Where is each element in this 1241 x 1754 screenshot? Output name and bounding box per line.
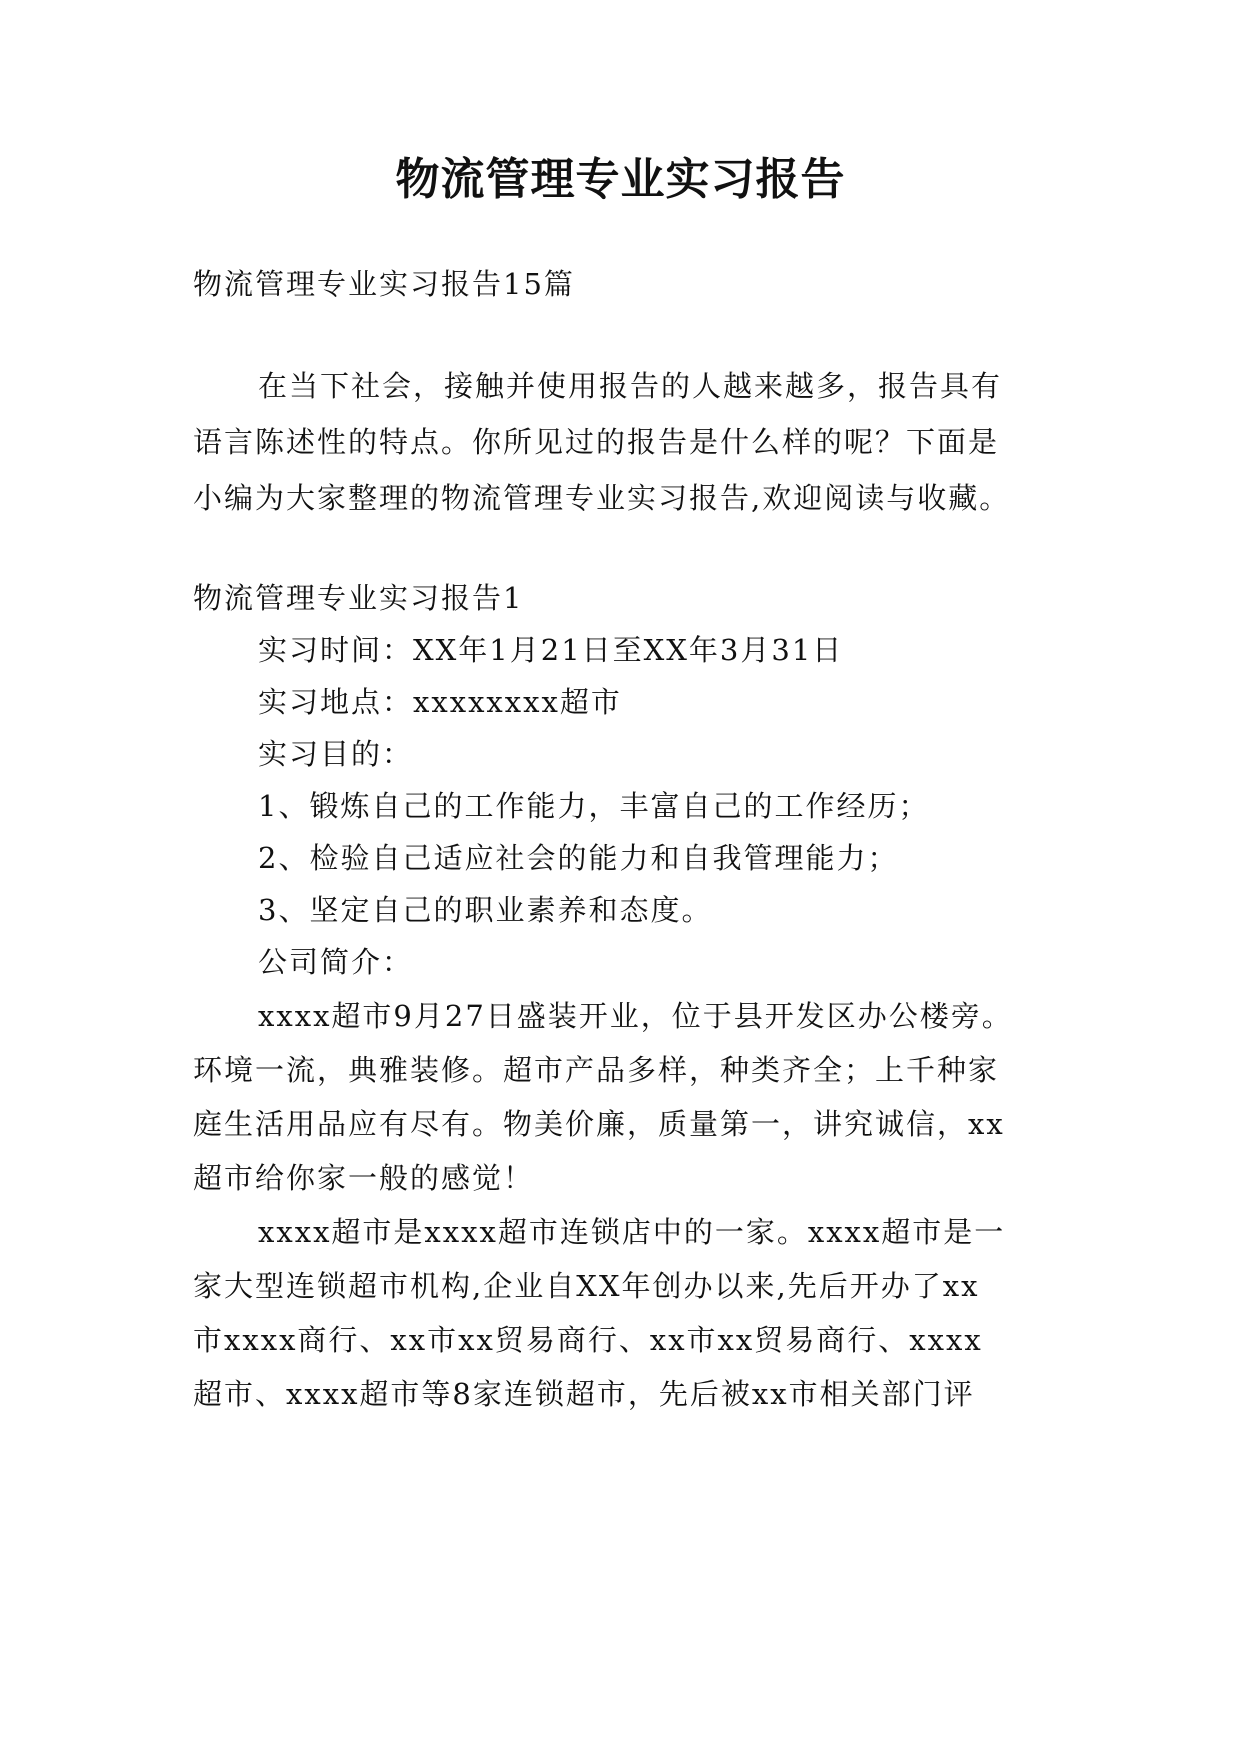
company-para2-line-4: 超市、xxxx超市等8家连锁超市，先后被xx市相关部门评 [193,1377,975,1411]
purpose-item-3: 3、坚定自己的职业素养和态度。 [258,893,713,927]
section-heading: 物流管理专业实习报告1 [193,581,524,615]
company-para1-line-2: 环境一流，典雅装修。超市产品多样，种类齐全；上千种家 [193,1053,1000,1087]
company-para2-line-2: 家大型连锁超市机构,企业自XX年创办以来,先后开办了xx [193,1269,980,1303]
purpose-item-2: 2、检验自己适应社会的能力和自我管理能力； [258,841,899,875]
company-heading: 公司简介： [258,945,414,979]
internship-time: 实习时间：XX年1月21日至XX年3月31日 [258,633,844,667]
intro-line-1: 在当下社会，接触并使用报告的人越来越多，报告具有 [258,369,1003,403]
purpose-item-1: 1、锻炼自己的工作能力，丰富自己的工作经历； [258,789,930,823]
internship-place: 实习地点：xxxxxxxx超市 [258,685,622,719]
document-title: 物流管理专业实习报告 [395,154,846,205]
intro-line-3: 小编为大家整理的物流管理专业实习报告,欢迎阅读与收藏。 [193,481,1011,515]
company-para1-line-1: xxxx超市9月27日盛装开业，位于县开发区办公楼旁。 [258,999,1013,1033]
company-para1-line-4: 超市给你家一般的感觉！ [193,1161,535,1195]
company-para1-line-3: 庭生活用品应有尽有。物美价廉，质量第一，讲究诚信，xx [193,1107,1005,1141]
document-subtitle: 物流管理专业实习报告15篇 [193,267,575,301]
company-para2-line-1: xxxx超市是xxxx超市连锁店中的一家。xxxx超市是一 [258,1215,1006,1249]
intro-line-2: 语言陈述性的特点。你所见过的报告是什么样的呢？下面是 [193,425,1000,459]
purpose-heading: 实习目的： [258,737,414,771]
company-para2-line-3: 市xxxx商行、xx市xx贸易商行、xx市xx贸易商行、xxxx [193,1323,983,1357]
